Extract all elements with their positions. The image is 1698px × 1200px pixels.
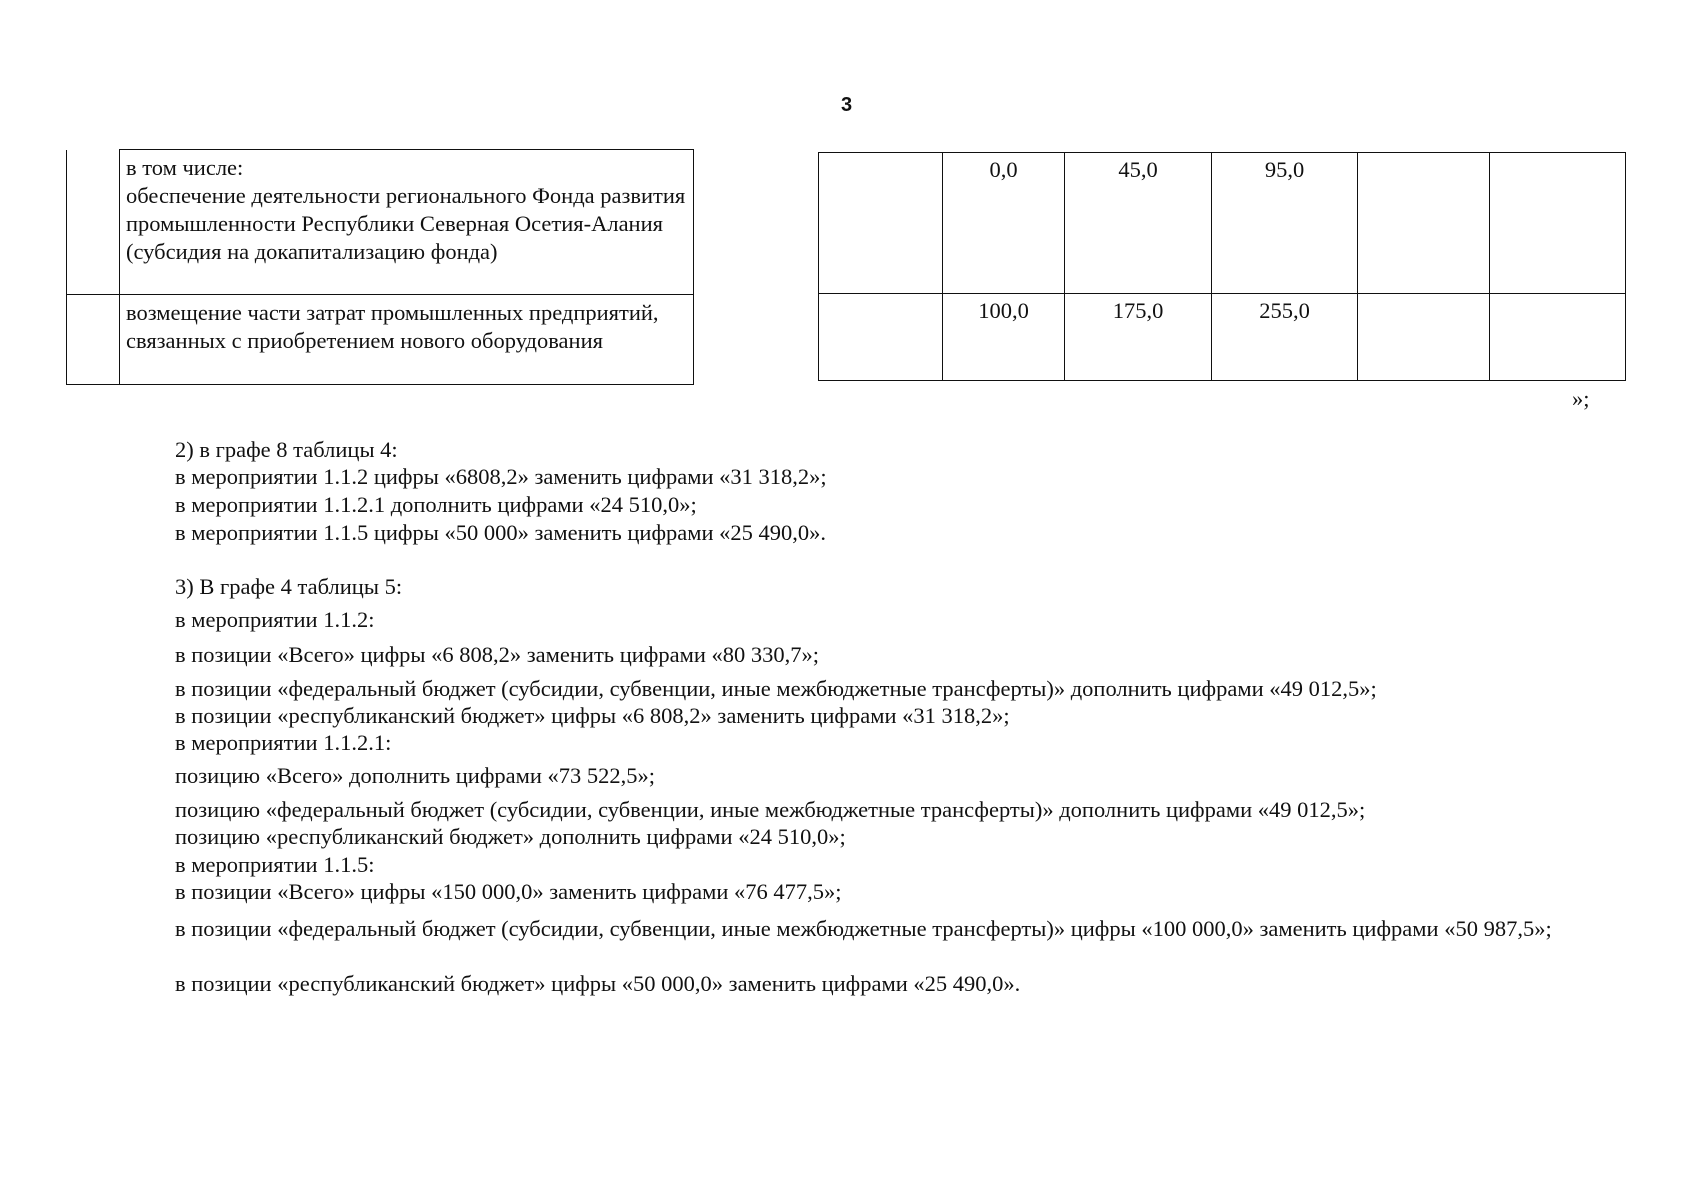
row-description: возмещение части затрат промышленных предприятий, связанных с приобретением нового оборудования xyxy=(126,300,659,353)
paragraph: в мероприятии 1.1.2 цифры «6808,2» заменить цифрами «31 318,2»; xyxy=(175,464,827,489)
paragraph: в мероприятии 1.1.5: xyxy=(175,852,375,877)
paragraph: в мероприятии 1.1.2: xyxy=(175,607,375,632)
table-cell-number xyxy=(67,150,120,295)
table-cell-value xyxy=(1490,294,1626,381)
paragraph: в позиции «Всего» цифры «6 808,2» заменить цифрами «80 330,7»; xyxy=(175,642,819,667)
paragraph: в мероприятии 1.1.2.1 дополнить цифрами «24 510,0»; xyxy=(175,492,697,517)
table-cell-description xyxy=(120,295,694,385)
table-values-part xyxy=(818,152,1626,381)
paragraph: позицию «федеральный бюджет (субсидии, субвенции, иные межбюджетные трансферты)» дополнить цифрами «49 012,5»; xyxy=(175,797,1366,822)
table-cell-value xyxy=(1358,153,1490,294)
table-cell-number xyxy=(67,295,120,385)
paragraph: в позиции «республиканский бюджет» цифры «6 808,2» заменить цифрами «31 318,2»; xyxy=(175,703,1010,728)
paragraph-item-3: 3) В графе 4 таблицы 5: xyxy=(175,574,403,599)
table-cell-value xyxy=(819,153,943,294)
table-row xyxy=(67,295,694,385)
row-description: в том числе: обеспечение деятельности регионального Фонда развития промышленности Республики Северная Осетия-Алания (субсидия на докапитализацию фонда) xyxy=(126,155,686,264)
table-cell-value: 255,0 xyxy=(1212,294,1358,381)
closing-quote: »; xyxy=(1572,386,1590,411)
table-cell-description xyxy=(120,150,694,295)
table-description-part xyxy=(66,149,694,385)
table-cell-value: 100,0 xyxy=(943,294,1065,381)
table-cell-value xyxy=(1358,294,1490,381)
paragraph: в позиции «республиканский бюджет» цифры «50 000,0» заменить цифрами «25 490,0». xyxy=(175,971,1021,996)
paragraph: в мероприятии 1.1.5 цифры «50 000» заменить цифрами «25 490,0». xyxy=(175,520,827,545)
table-row xyxy=(819,153,1626,294)
paragraph: в позиции «федеральный бюджет (субсидии, субвенции, иные межбюджетные трансферты)» цифры «100 000,0» заменить цифрами «50 987,5»; xyxy=(175,916,1552,941)
paragraph: в мероприятии 1.1.2.1: xyxy=(175,730,392,755)
table-cell-value: 175,0 xyxy=(1065,294,1212,381)
paragraph-item-2: 2) в графе 8 таблицы 4: xyxy=(175,437,398,462)
table-cell-value xyxy=(819,294,943,381)
table-row xyxy=(67,150,694,295)
table-cell-value: 95,0 xyxy=(1212,153,1358,294)
table-cell-value: 0,0 xyxy=(943,153,1065,294)
paragraph: позицию «республиканский бюджет» дополнить цифрами «24 510,0»; xyxy=(175,824,846,849)
paragraph: в позиции «Всего» цифры «150 000,0» заменить цифрами «76 477,5»; xyxy=(175,879,842,904)
page-number: 3 xyxy=(841,94,853,116)
table-cell-value xyxy=(1490,153,1626,294)
paragraph: позицию «Всего» дополнить цифрами «73 522,5»; xyxy=(175,763,656,788)
table-cell-value: 45,0 xyxy=(1065,153,1212,294)
table-row xyxy=(819,294,1626,381)
paragraph: в позиции «федеральный бюджет (субсидии, субвенции, иные межбюджетные трансферты)» дополнить цифрами «49 012,5»; xyxy=(175,676,1377,701)
